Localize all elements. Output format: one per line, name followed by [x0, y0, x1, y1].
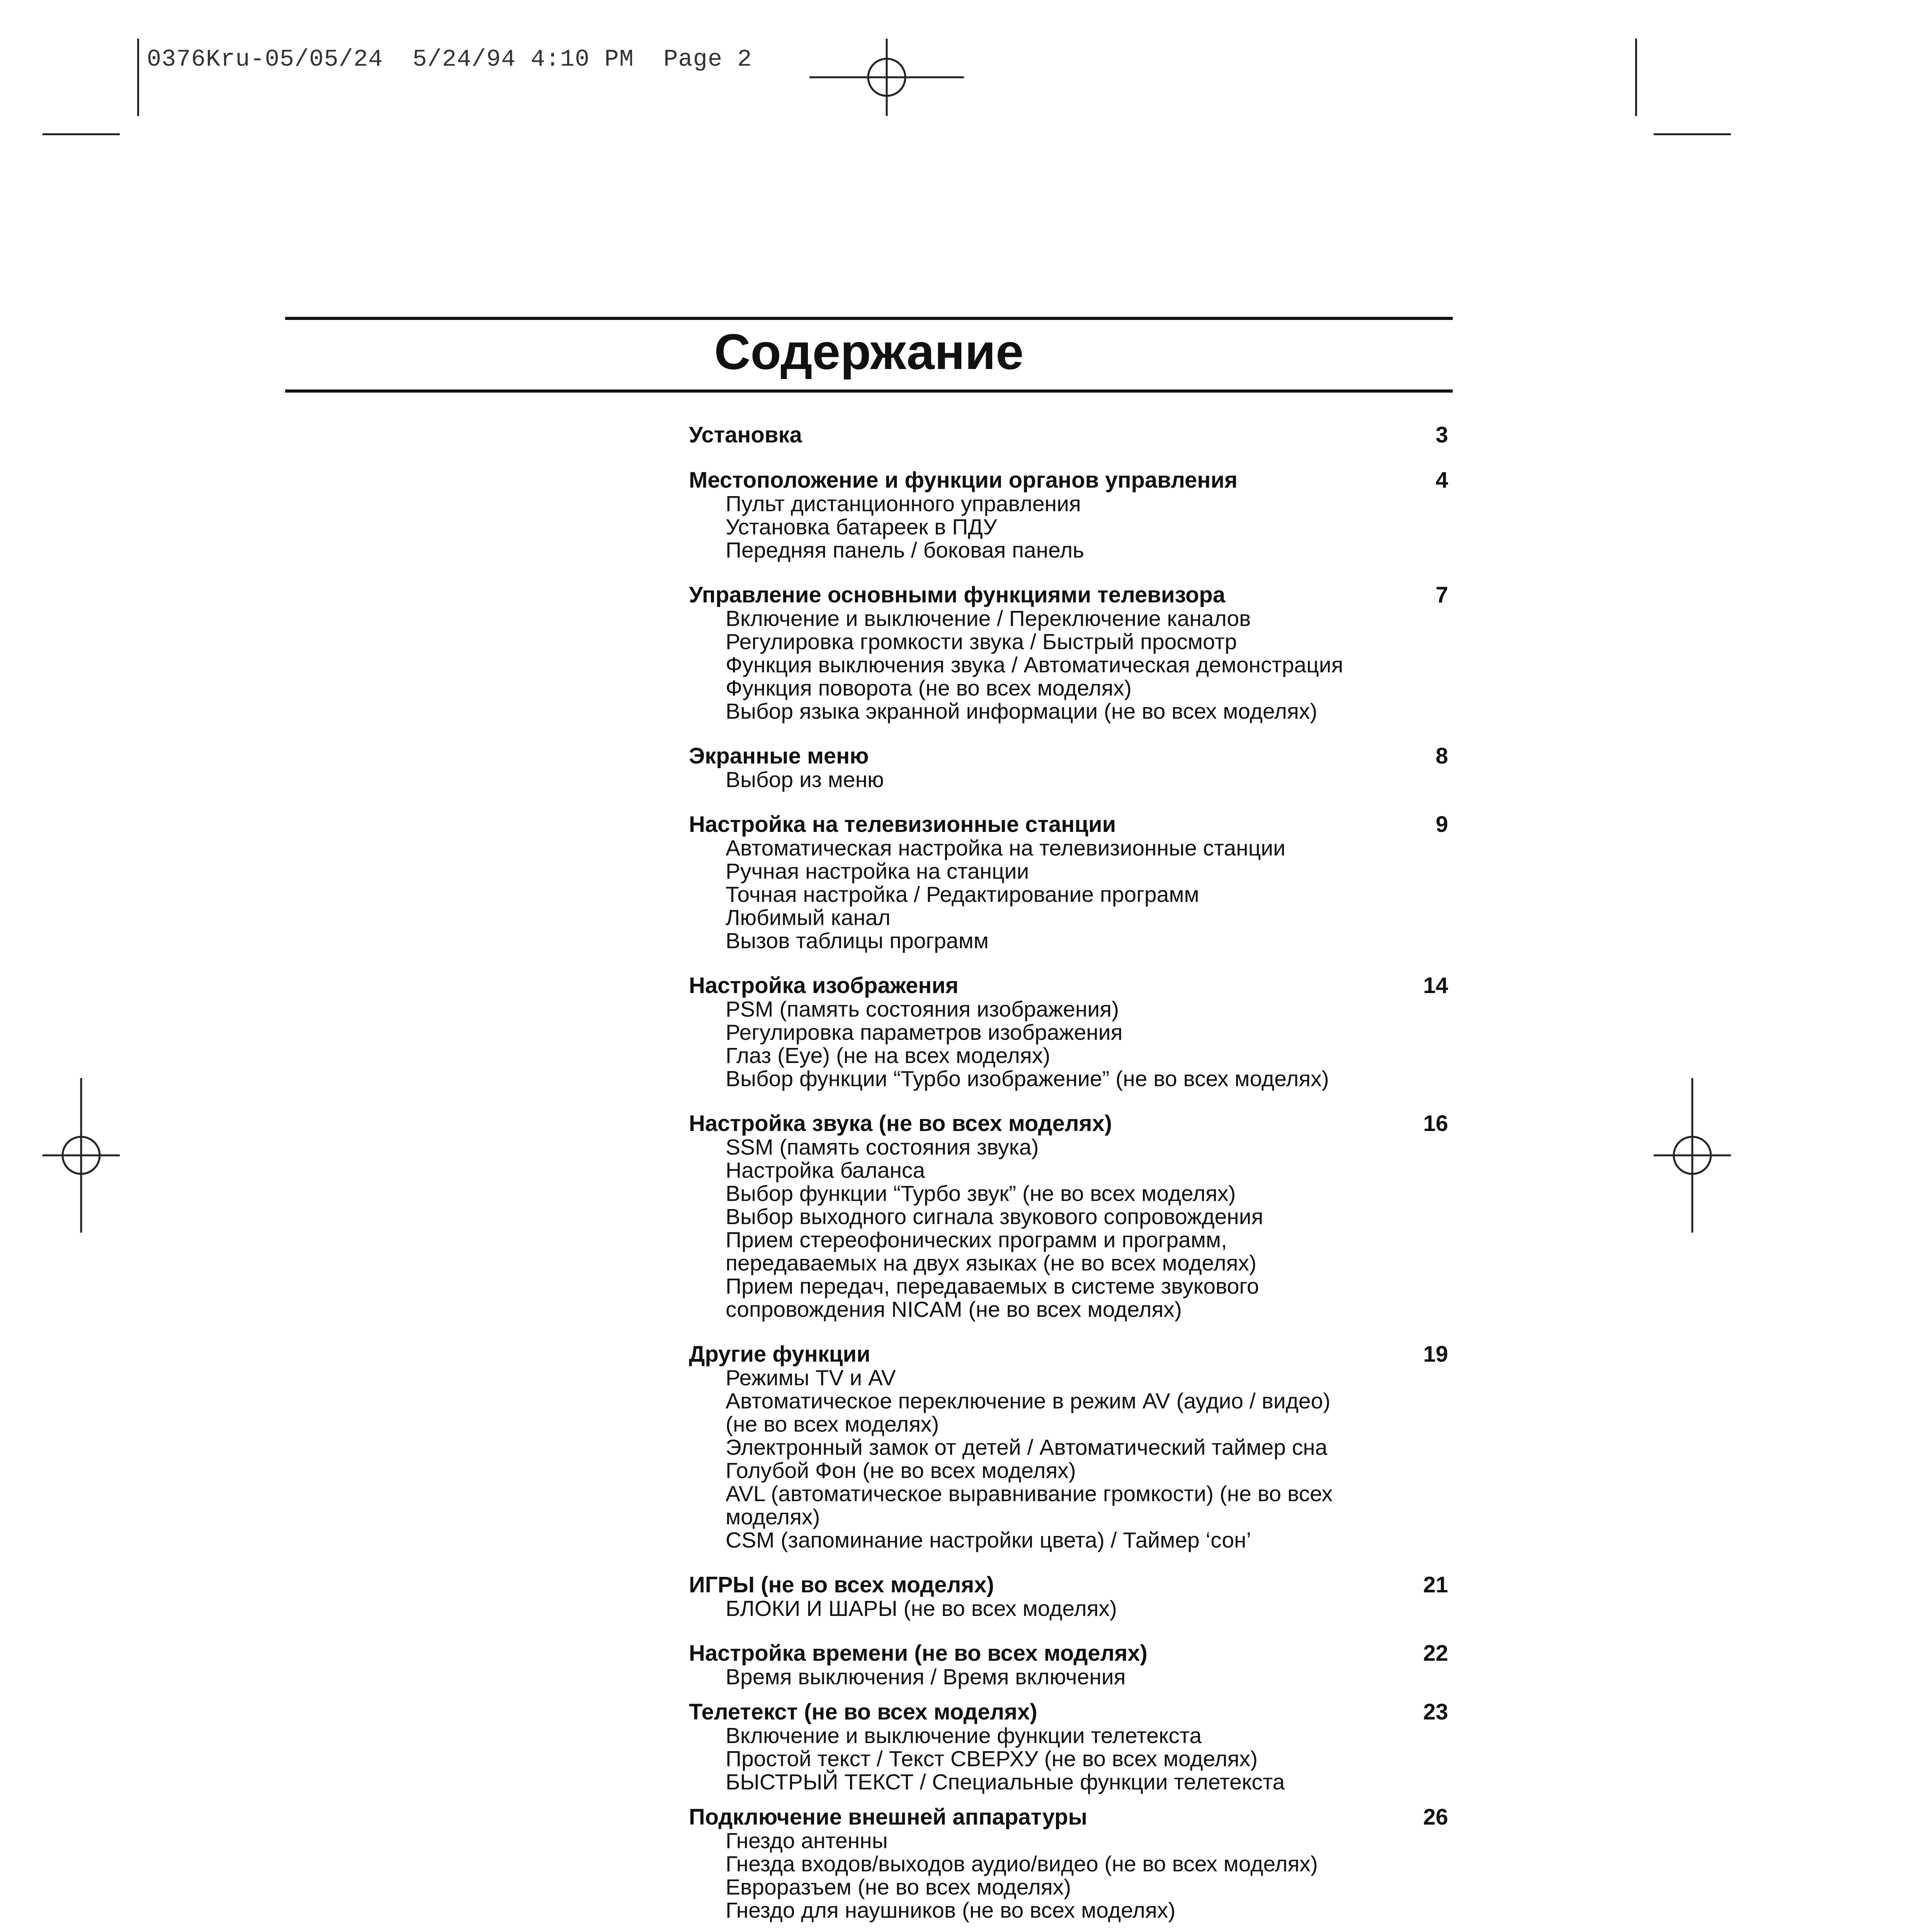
toc-subitem: Регулировка громкости звука / Быстрый просмотр	[726, 629, 1237, 654]
toc-subitem: SSM (память состояния звука)	[726, 1135, 1039, 1160]
toc-page-number: 22	[1423, 1641, 1448, 1666]
toc-page-number: 19	[1423, 1342, 1448, 1367]
toc-subitem: Время выключения / Время включения	[726, 1665, 1126, 1689]
toc-section-heading[interactable]	[689, 583, 1448, 607]
toc-subitem: Функция выключения звука / Автоматическая демонстрация	[726, 653, 1343, 677]
toc-section	[689, 423, 1448, 447]
toc-section	[689, 744, 1448, 791]
toc-page-number: 9	[1435, 812, 1448, 837]
toc-subitem: БЫСТРЫЙ ТЕКСТ / Специальные функции телетекста	[726, 1770, 1285, 1794]
toc-subitem: Гнездо антенны	[726, 1828, 888, 1853]
toc-subitem: Простой текст / Текст СВЕРХУ (не во всех моделях)	[726, 1747, 1258, 1771]
toc-subitem: Глаз (Eye) (не на всех моделях)	[726, 1043, 1051, 1068]
toc-section-title: Настройка звука (не во всех моделях)	[689, 1111, 1112, 1136]
toc-subitem: Любимый канал	[726, 905, 891, 930]
toc-subitem: (не во всех моделях)	[726, 1412, 939, 1437]
title-underline	[285, 389, 1453, 393]
toc-subitem: Установка батареек в ПДУ	[726, 515, 997, 539]
crop-mark	[137, 39, 139, 116]
toc-section-title: Управление основными функциями телевизора	[689, 582, 1226, 607]
toc-section-title: ИГРЫ (не во всех моделях)	[689, 1572, 994, 1597]
registration-mark-icon	[809, 39, 964, 116]
table-of-contents	[689, 423, 1448, 1932]
toc-subitem: Вызов таблицы программ	[726, 929, 989, 953]
toc-subitem: Гнезда входов/выходов аудио/видео (не во всех моделях)	[726, 1852, 1318, 1876]
toc-subitem: Гнездо для наушников (не во всех моделях)	[726, 1898, 1176, 1923]
crop-mark	[1635, 39, 1637, 116]
toc-subitem: Выбор языка экранной информации (не во всех моделях)	[726, 699, 1318, 724]
toc-subitem: AVL (автоматическое выравнивание громкости) (не во всех	[726, 1481, 1333, 1506]
toc-section-heading[interactable]	[689, 974, 1448, 998]
toc-section-heading[interactable]	[689, 744, 1448, 768]
toc-subitem: Регулировка параметров изображения	[726, 1020, 1123, 1045]
toc-subitem: Ручная настройка на станции	[726, 859, 1029, 884]
toc-subitem: Включение и выключение / Переключение каналов	[726, 606, 1251, 631]
toc-section	[689, 974, 1448, 1090]
toc-section-heading[interactable]	[689, 1112, 1448, 1136]
registration-mark-icon	[43, 1078, 120, 1233]
toc-section-heading[interactable]	[689, 423, 1448, 447]
toc-section-title: Местоположение и функции органов управления	[689, 468, 1238, 493]
toc-page-number: 4	[1435, 468, 1448, 493]
toc-page-number: 23	[1423, 1699, 1448, 1725]
toc-section	[689, 1573, 1448, 1620]
toc-subitem: Выбор функции “Турбо звук” (не во всех моделях)	[726, 1181, 1236, 1206]
toc-subitem: Пульт дистанционного управления	[726, 492, 1081, 516]
toc-subitem: Автоматическое переключение в режим AV (аудио / видео)	[726, 1389, 1331, 1413]
toc-section	[689, 583, 1448, 723]
registration-mark-icon	[1654, 1078, 1731, 1233]
toc-section-title: Настройка изображения	[689, 973, 959, 998]
toc-subitem: Режимы TV и AV	[726, 1366, 896, 1390]
toc-section-title: Установка	[689, 422, 802, 447]
toc-page-number: 3	[1435, 422, 1448, 447]
crop-mark	[1654, 133, 1731, 135]
toc-page-number: 8	[1435, 743, 1448, 769]
toc-section-title: Экранные меню	[689, 743, 869, 769]
toc-page-number: 14	[1423, 973, 1448, 998]
toc-subitem: Прием передач, передаваемых в системе звукового	[726, 1274, 1259, 1299]
toc-section-heading[interactable]	[689, 1641, 1448, 1665]
toc-subitem: Точная настройка / Редактирование программ	[726, 882, 1199, 907]
toc-section	[689, 468, 1448, 562]
toc-page-number: 21	[1423, 1572, 1448, 1597]
toc-section	[689, 1112, 1448, 1321]
toc-section	[689, 1641, 1448, 1689]
toc-section-title: Настройка на телевизионные станции	[689, 812, 1116, 837]
toc-section-title: Другие функции	[689, 1342, 870, 1367]
toc-subitem: моделях)	[726, 1505, 820, 1529]
toc-subitem: Функция поворота (не во всех моделях)	[726, 676, 1132, 701]
toc-section	[689, 1342, 1448, 1552]
toc-page-number: 7	[1435, 582, 1448, 607]
toc-page-number: 26	[1423, 1804, 1448, 1830]
top-rule	[285, 317, 1453, 320]
toc-section-heading[interactable]	[689, 813, 1448, 837]
toc-subitem: Выбор выходного сигнала звукового сопровождения	[726, 1204, 1263, 1229]
toc-subitem: Голубой Фон (не во всех моделях)	[726, 1458, 1076, 1483]
toc-section-title: Настройка времени (не во всех моделях)	[689, 1641, 1148, 1666]
toc-subitem: Евроразъем (не во всех моделях)	[726, 1875, 1071, 1900]
toc-subitem: Настройка баланса	[726, 1158, 925, 1183]
toc-subitem: PSM (память состояния изображения)	[726, 997, 1119, 1022]
toc-section-title: Телетекст (не во всех моделях)	[689, 1699, 1037, 1725]
toc-section-heading[interactable]	[689, 1342, 1448, 1366]
crop-mark	[43, 133, 120, 135]
toc-subitem: Автоматическая настройка на телевизионные станции	[726, 836, 1286, 861]
print-slug: 0376Kru-05/05/24 5/24/94 4:10 PM Page 2	[147, 46, 752, 73]
toc-subitem: Прием стереофонических программ и программ,	[726, 1228, 1227, 1252]
page-title: Содержание	[714, 323, 1024, 380]
toc-section	[689, 813, 1448, 952]
toc-subitem: сопровождения NICAM (не во всех моделях)	[726, 1297, 1182, 1322]
toc-section	[689, 1700, 1448, 1794]
toc-subitem: Электронный замок от детей / Автоматический таймер сна	[726, 1435, 1328, 1460]
toc-subitem: Передняя панель / боковая панель	[726, 538, 1084, 563]
toc-subitem: БЛОКИ И ШАРЫ (не во всех моделях)	[726, 1596, 1117, 1621]
toc-section-heading[interactable]	[689, 1700, 1448, 1724]
toc-section-title: Подключение внешней аппаратуры	[689, 1804, 1087, 1830]
toc-section-heading[interactable]	[689, 468, 1448, 492]
toc-subitem: Включение и выключение функции телетекста	[726, 1723, 1202, 1748]
toc-subitem: передаваемых на двух языках (не во всех моделях)	[726, 1251, 1256, 1276]
toc-page-number: 16	[1423, 1111, 1448, 1136]
toc-section-heading[interactable]	[689, 1573, 1448, 1597]
toc-section-heading[interactable]	[689, 1805, 1448, 1829]
toc-subitem: Выбор функции “Турбо изображение” (не во всех моделях)	[726, 1066, 1329, 1091]
toc-subitem: CSM (запоминание настройки цвета) / Таймер ‘сон’	[726, 1528, 1251, 1553]
toc-section	[689, 1805, 1448, 1922]
toc-subitem: Выбор из меню	[726, 767, 884, 792]
